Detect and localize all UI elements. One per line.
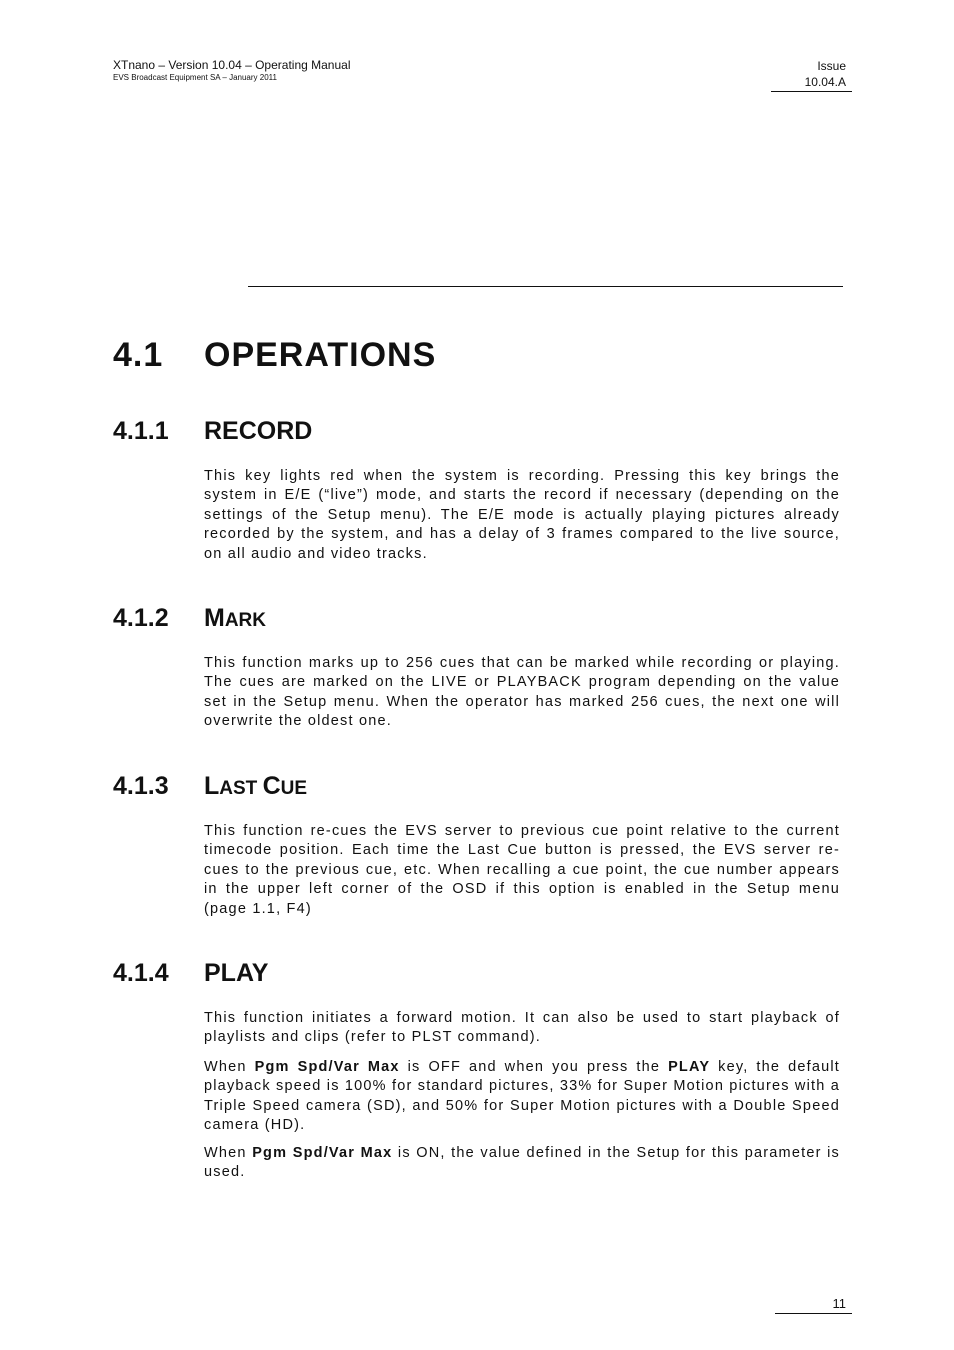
document-title: XTnano – Version 10.04 – Operating Manual	[113, 58, 351, 72]
play-paragraph-2: When Pgm Spd/Var Max is OFF and when you press the PLAY key, the default playback speed is 100% for standard pictures, 33% for Super Motion pictures with a Triple Speed camera (SD), and 50% for Super Motion pictures with a Double Speed camera (HD).	[204, 1059, 841, 1134]
section-title: PLAY	[204, 959, 269, 987]
page-number: 11	[832, 1296, 846, 1311]
header-rule	[771, 91, 852, 92]
param-name: Pgm Spd/Var Max	[254, 1059, 400, 1075]
key-name: PLAY	[668, 1059, 711, 1075]
section-title-initial: C	[262, 772, 281, 800]
play-paragraph-3: When Pgm Spd/Var Max is ON, the value defined in the Setup for this parameter is used.	[204, 1145, 840, 1181]
section-title-initial: M	[204, 604, 225, 632]
record-paragraph: This key lights red when the system is recording. Pressing this key brings the system in E/E (“live”) mode, and starts the record if necessary (depending on the settings of the Setup menu). The E/E mode is actually playing pictures already recorded by the system, and has a delay of 3 frames compared to the live source, on all audio and video tracks.	[204, 468, 840, 562]
chapter-heading	[113, 336, 436, 375]
mark-paragraph: This function marks up to 256 cues that can be marked while recording or playing. The cues are marked on the LIVE or PLAYBACK program depending on the value set in the Setup menu. When the operator has marked 256 cues, the next one will overwrite the oldest one.	[204, 655, 840, 730]
section-heading-mark	[113, 604, 266, 633]
section-number: 4.1.1	[113, 417, 169, 445]
section-title-rest: UE	[280, 778, 308, 799]
param-name: Pgm Spd/Var Max	[252, 1145, 393, 1161]
section-number: 4.1.3	[113, 772, 169, 800]
play-paragraph-1: This function initiates a forward motion. It can also be used to start playback of playlists and clips (refer to PLST command).	[204, 1010, 840, 1046]
chapter-title: OPERATIONS	[204, 336, 437, 374]
section-number: 4.1.2	[113, 604, 169, 632]
footer-rule	[775, 1313, 852, 1314]
issue-label: Issue	[817, 59, 846, 73]
document-subtitle: EVS Broadcast Equipment SA – January 2011	[113, 73, 277, 82]
chapter-number: 4.1	[113, 336, 164, 374]
section-heading-play	[113, 959, 268, 988]
section-title: RECORD	[204, 417, 313, 445]
section-title-rest: AST	[219, 778, 258, 799]
section-title-initial: L	[204, 772, 220, 800]
section-title-rest: ARK	[224, 610, 266, 631]
section-heading-record	[113, 417, 312, 446]
section-number: 4.1.4	[113, 959, 169, 987]
last-cue-paragraph: This function re-cues the EVS server to previous cue point relative to the current timecode position. Each time the Last Cue button is pressed, the EVS server re-cues to the previous cue, etc. When recalling a cue point, the cue number appears in the upper left corner of the OSD if this option is enabled in the Setup menu (page 1.1, F4)	[204, 823, 840, 917]
section-heading-last-cue	[113, 772, 307, 801]
issue-value: 10.04.A	[804, 75, 846, 89]
chapter-rule	[248, 286, 843, 287]
